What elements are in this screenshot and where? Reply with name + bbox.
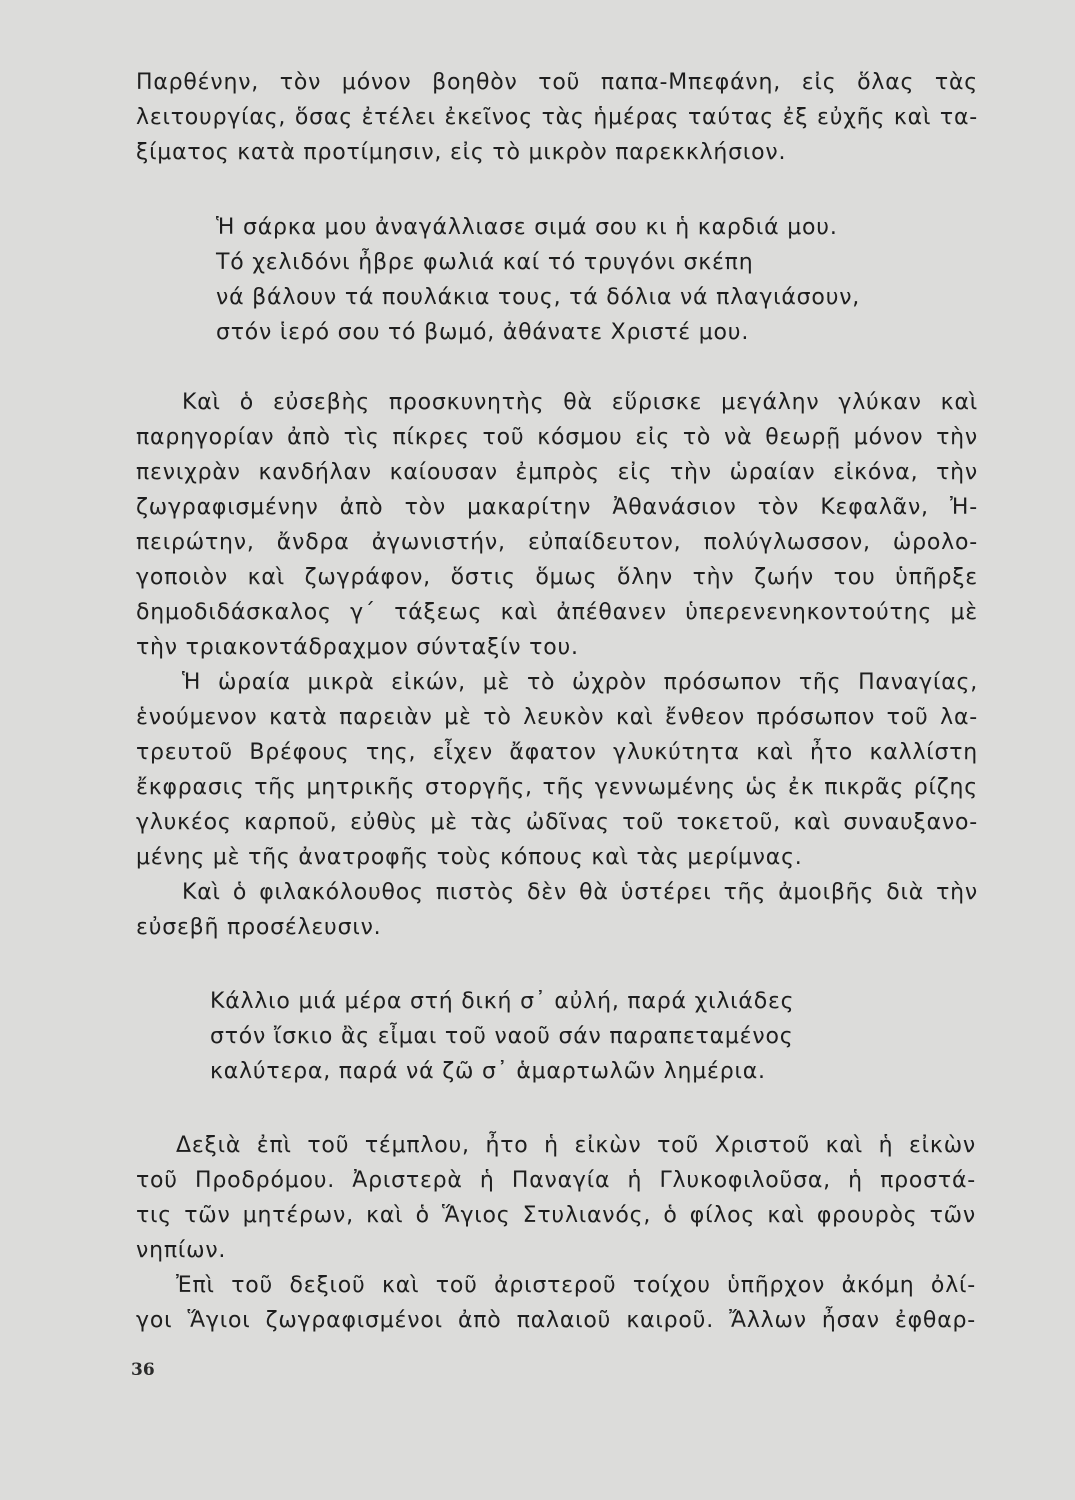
text-line: ἔκφρασις τῆς μητρικῆς στοργῆς, τῆς γεννωμένης ὡς ἐκ πικρᾶς ρίζης <box>136 775 978 800</box>
text-line: Δεξιὰ ἐπὶ τοῦ τέμπλου, ἦτο ἡ εἰκὼν τοῦ Χριστοῦ καὶ ἡ εἰκὼν <box>176 1133 976 1158</box>
verse-line: καλύτερα, παρά νά ζῶ σ᾽ ἁμαρτωλῶν λημέρια. <box>210 1059 766 1084</box>
verse-line: νά βάλουν τά πουλάκια τους, τά δόλια νά πλαγιάσουν, <box>216 285 861 310</box>
text-line: πενιχρὰν κανδήλαν καίουσαν ἐμπρὸς εἰς τὴν ὡραίαν εἰκόνα, τὴν <box>136 460 978 485</box>
text-line: πειρώτην, ἄνδρα ἀγωνιστήν, εὐπαίδευτον, πολύγλωσσον, ὡρολο- <box>136 530 978 555</box>
text-line: τρευτοῦ Βρέφους της, εἶχεν ἄφατον γλυκύτητα καὶ ἦτο καλλίστη <box>136 740 978 765</box>
text-line: γλυκέος καρποῦ, εὐθὺς μὲ τὰς ὠδῖνας τοῦ τοκετοῦ, καὶ συναυξανο- <box>136 810 978 835</box>
text-line: ξίματος κατὰ προτίμησιν, εἰς τὸ μικρὸν παρεκκλήσιον. <box>136 140 787 165</box>
text-line: μένης μὲ τῆς ἀνατροφῆς τοὺς κόπους καὶ τὰς μερίμνας. <box>136 845 803 870</box>
verse-line: Ἡ σάρκα μου ἀναγάλλιασε σιμά σου κι ἡ καρδιά μου. <box>216 215 838 240</box>
text-line: ἑνούμενον κατὰ παρειὰν μὲ τὸ λευκὸν καὶ ἔνθεον πρόσωπον τοῦ λα- <box>136 705 978 730</box>
text-line: Ἡ ὡραία μικρὰ εἰκών, μὲ τὸ ὠχρὸν πρόσωπον τῆς Παναγίας, <box>182 670 978 695</box>
text-line: εὐσεβῆ προσέλευσιν. <box>136 915 382 940</box>
verse-line: στόν ἱερό σου τό βωμό, ἀθάνατε Χριστέ μου. <box>216 320 750 345</box>
text-line: ζωγραφισμένην ἀπὸ τὸν μακαρίτην Ἀθανάσιον τὸν Κεφαλᾶν, Ἠ- <box>136 495 978 520</box>
text-line: γοποιὸν καὶ ζωγράφον, ὅστις ὅμως ὅλην τὴν ζωήν του ὑπῆρξε <box>136 565 978 590</box>
text-line: Καὶ ὁ εὐσεβὴς προσκυνητὴς θὰ εὕρισκε μεγάλην γλύκαν καὶ <box>182 390 978 415</box>
page-number: 36 <box>131 1360 155 1380</box>
text-line: Ἐπὶ τοῦ δεξιοῦ καὶ τοῦ ἀριστεροῦ τοίχου ὑπῆρχον ἀκόμη ὀλί- <box>176 1273 976 1298</box>
text-line: Παρθένην, τὸν μόνον βοηθὸν τοῦ παπα-Μπεφάνη, εἰς ὅλας τὰς <box>136 70 978 95</box>
verse-line: στόν ἴσκιο ἂς εἶμαι τοῦ ναοῦ σάν παραπεταμένος <box>210 1024 794 1049</box>
verse-line: Κάλλιο μιά μέρα στή δική σ᾽ αὐλή, παρά χιλιάδες <box>210 989 795 1014</box>
text-line: γοι Ἅγιοι ζωγραφισμένοι ἀπὸ παλαιοῦ καιροῦ. Ἄλλων ἦσαν ἐφθαρ- <box>136 1308 976 1333</box>
text-line: δημοδιδάσκαλος γ΄ τάξεως καὶ ἀπέθανεν ὑπερενενηκοντούτης μὲ <box>136 600 978 625</box>
text-line: τὴν τριακοντάδραχμον σύνταξίν του. <box>136 635 579 660</box>
text-line: λειτουργίας, ὅσας ἐτέλει ἐκεῖνος τὰς ἡμέρας ταύτας ἐξ εὐχῆς καὶ τα- <box>136 105 978 130</box>
text-line: τις τῶν μητέρων, καὶ ὁ Ἅγιος Στυλιανός, ὁ φίλος καὶ φρουρὸς τῶν <box>136 1203 976 1228</box>
text-line: νηπίων. <box>136 1238 227 1263</box>
text-line: Καὶ ὁ φιλακόλουθος πιστὸς δὲν θὰ ὑστέρει τῆς ἀμοιβῆς διὰ τὴν <box>182 880 978 905</box>
text-line: παρηγορίαν ἀπὸ τὶς πίκρες τοῦ κόσμου εἰς τὸ νὰ θεωρῇ μόνον τὴν <box>136 425 978 450</box>
verse-line: Τό χελιδόνι ἦβρε φωλιά καί τό τρυγόνι σκέπη <box>216 250 754 275</box>
text-line: τοῦ Προδρόμου. Ἀριστερὰ ἡ Παναγία ἡ Γλυκοφιλοῦσα, ἡ προστά- <box>136 1168 976 1193</box>
